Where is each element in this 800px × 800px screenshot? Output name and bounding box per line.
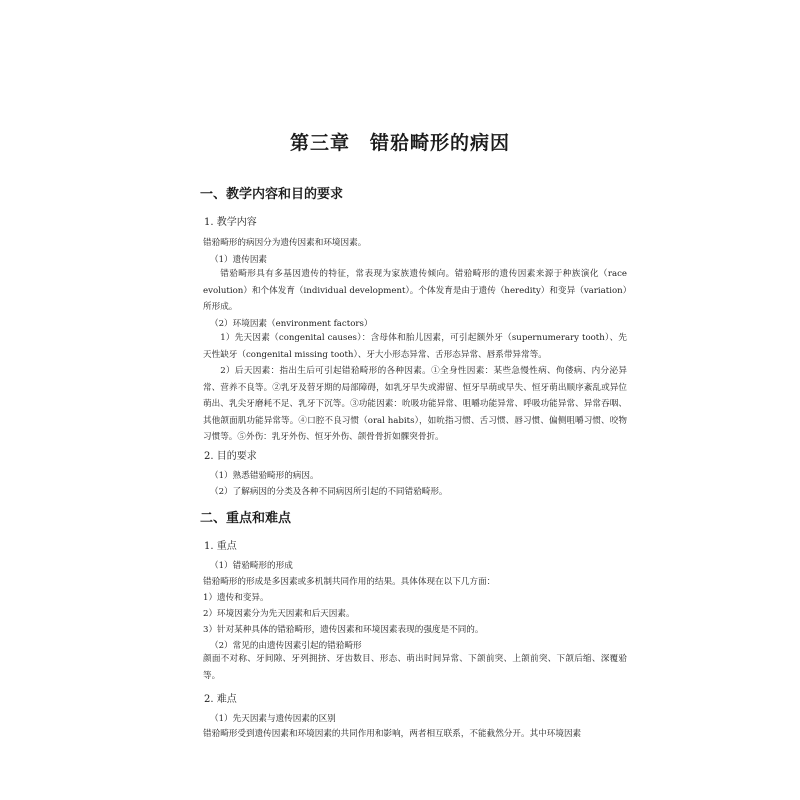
- objective-1: （1）熟悉错𬌗畸形的病因。: [210, 471, 319, 481]
- intro-line: 错𬌗畸形的病因分为遗传因素和环境因素。: [203, 238, 367, 248]
- key-point-2: （2）常见的由遗传因素引起的错𬌗畸形: [210, 641, 362, 651]
- paragraph-congenital: 1）先天因素（congenital causes）：含母体和胎儿因素，可引起额外牙（supernumerary tooth）、先天性缺牙（congenital missing tooth）、牙大小形态异常、舌形态异常、唇系带异常等。: [203, 333, 627, 360]
- section-heading-1: 一、教学内容和目的要求: [200, 187, 344, 202]
- key-point-text: 错𬌗畸形的形成是多因素或多机制共同作用的结果。具体体现在以下几方面：: [203, 577, 496, 587]
- key-point-c: 3）针对某种具体的错𬌗畸形，遗传因素和环境因素表现的强度是不同的。: [203, 625, 484, 635]
- subsection-heading-key-points: 1. 重点: [204, 541, 237, 552]
- key-point-2-text: 颜面不对称、牙间隙、牙列拥挤、牙齿数目、形态、萌出时间异常、下颌前突、上颌前突、下颌后缩、深覆𬌗等。: [203, 654, 627, 681]
- chapter-title: 第三章 错𬌗畸形的病因: [289, 132, 510, 154]
- paragraph-acquired: 2）后天因素：指出生后可引起错𬌗畸形的各种因素。①全身性因素：某些急慢性病、佝偻病、内分泌异常、营养不良等。②乳牙及替牙期的局部障碍，如乳牙早失或滞留、恒牙早萌或早失、恒牙萌出顺序紊乱或异位萌出、乳尖牙磨耗不足、乳牙下沉等。③功能因素：吮吸功能异常、咀嚼功能异常、呼吸功能异常、异常吞咽、其他颌面肌功能异常等。④口腔不良习惯（oral habits），如吮指习惯、舌习惯、唇习惯、偏侧咀嚼习惯、咬物习惯等。⑤外伤：乳牙外伤、恒牙外伤、颌骨骨折如髁突骨折。: [203, 366, 627, 442]
- item-genetic-factors: （1）遗传因素: [210, 255, 268, 265]
- subsection-heading-teaching-content: 1. 教学内容: [204, 217, 257, 228]
- key-point-a: 1）遗传和变异。: [203, 593, 269, 603]
- subsection-heading-objectives: 2. 目的要求: [204, 451, 257, 462]
- difficulty-text: 错𬌗畸形受到遗传因素和环境因素的共同作用和影响，两者相互联系，不能截然分开。其中环境因素: [203, 729, 582, 739]
- objective-2: （2）了解病因的分类及各种不同病因所引起的不同错𬌗畸形。: [210, 487, 448, 497]
- key-point-1: （1）错𬌗畸形的形成: [210, 561, 293, 571]
- section-heading-2: 二、重点和难点: [200, 511, 292, 526]
- paragraph-genetic: 错𬌗畸形具有多基因遗传的特征，常表现为家族遗传倾向。错𬌗畸形的遗传因素来源于种族演化（race evolution）和个体发育（individual development）。个体发育是由于遗传（heredity）和变异（variation）所形成。: [203, 269, 627, 312]
- key-point-b: 2）环境因素分为先天因素和后天因素。: [203, 609, 355, 619]
- item-environment-factors: （2）环境因素（environment factors）: [210, 319, 373, 329]
- difficulty-1: （1）先天因素与遗传因素的区别: [210, 714, 336, 724]
- subsection-heading-difficulties: 2. 难点: [204, 694, 237, 705]
